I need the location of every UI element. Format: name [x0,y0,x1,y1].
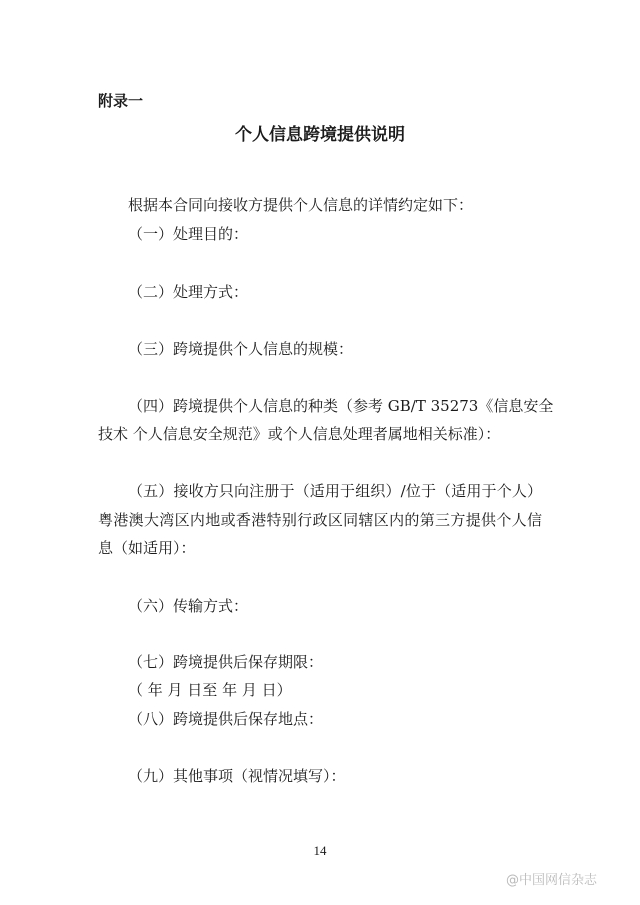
item-retention-period: （七）跨境提供后保存期限： [128,653,324,671]
item-info-category-line-1: （四）跨境提供个人信息的种类（参考 GB/T 35273《信息安全 [128,397,554,415]
intro-paragraph: 根据本合同向接收方提供个人信息的详情约定如下： [128,196,474,214]
item-info-category-line-2: 技术 个人信息安全规范》或个人信息处理者属地相关标准）： [98,425,501,443]
source-watermark: @中国网信杂志 [506,873,598,888]
item-processing-method: （二）处理方式： [128,283,249,301]
item-transfer-method: （六）传输方式： [128,597,249,615]
item-third-party-line-3: 息（如适用）： [98,539,196,557]
item-retention-dates: （ 年 月 日至 年 月 日） [128,681,292,699]
document-title: 个人信息跨境提供说明 [235,125,405,145]
page-number: 14 [313,843,327,858]
item-storage-location: （八）跨境提供后保存地点： [128,710,324,728]
item-third-party-line-1: （五）接收方只向注册于（适用于组织）/位于（适用于个人） [128,482,542,500]
item-transfer-scale: （三）跨境提供个人信息的规模： [128,340,354,358]
item-third-party-line-2: 粤港澳大湾区内地或香港特别行政区同辖区内的第三方提供个人信 [98,511,542,529]
appendix-label: 附录一 [98,92,144,110]
item-processing-purpose: （一）处理目的： [128,225,249,243]
item-other-matters: （九）其他事项（视情况填写）： [128,767,346,785]
